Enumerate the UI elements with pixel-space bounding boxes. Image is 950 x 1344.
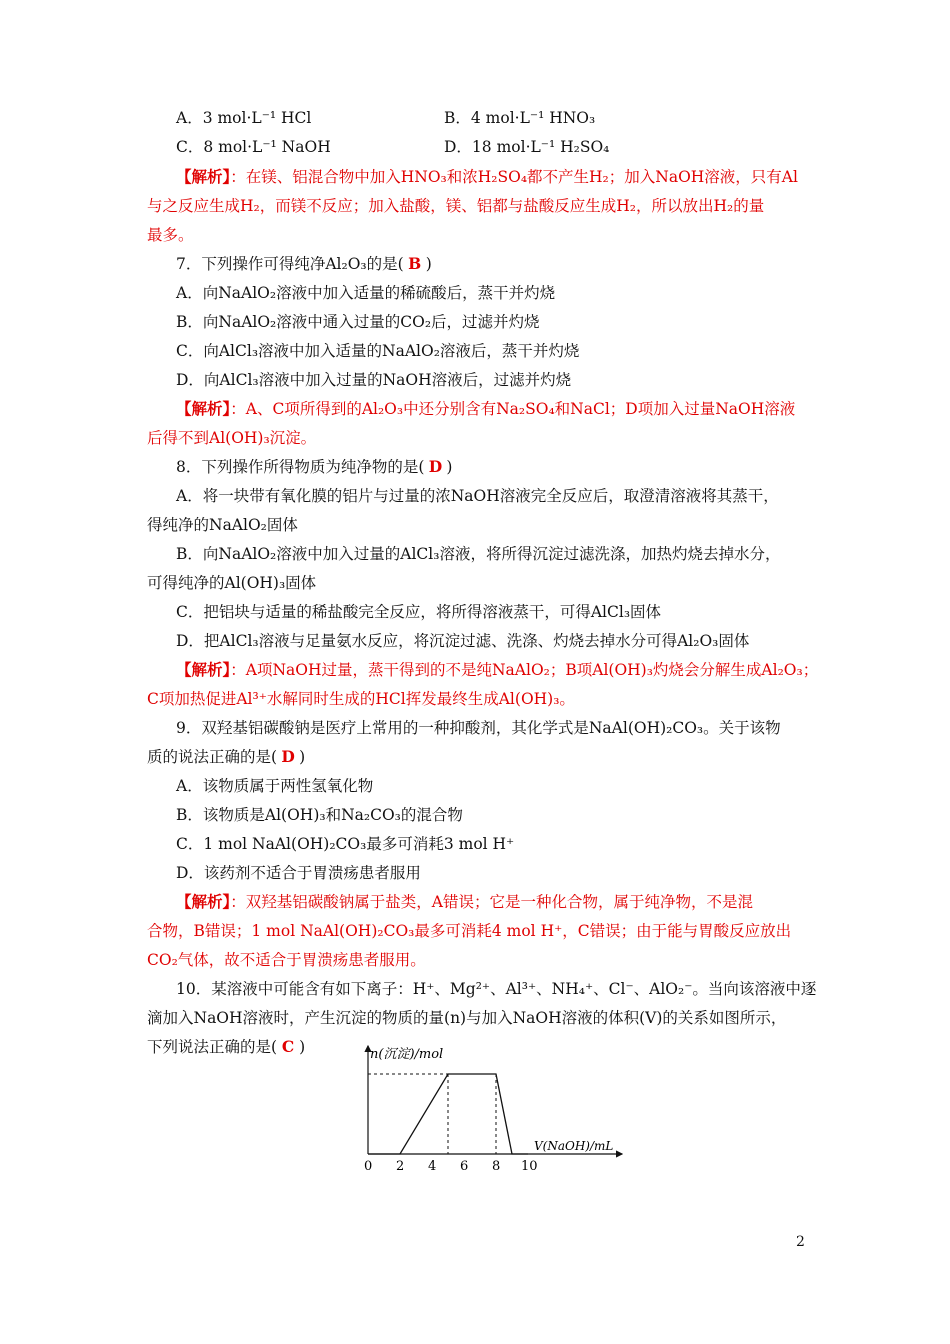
q8-option-d: D．把AlCl₃溶液与足量氨水反应，将沉淀过滤、洗涤、灼烧去掉水分可得Al₂O₃固体 [176,632,750,650]
q6-option-a: A．3 mol·L⁻¹ HCl [176,109,312,127]
stem-text: 7．下列操作可得纯净Al₂O₃的是( [176,255,404,273]
q8-answer: D [428,457,443,476]
explanation-text: ：双羟基铝碳酸钠属于盐类，A错误；它是一种化合物，属于纯净物，不是混 [230,893,753,911]
explanation-tag: 【解析】 [176,167,231,186]
q10-stem-line-1: 10．某溶液中可能含有如下离子：H⁺、Mg²⁺、Al³⁺、NH₄⁺、Cl⁻、AlO₂⁻。当向该溶液中逐 [176,980,817,998]
q8-option-a-line-1: A．将一块带有氧化膜的铝片与过量的浓NaOH溶液完全反应后，取澄清溶液将其蒸干， [176,487,779,505]
q7-answer: B [408,254,422,273]
stem-text: 质的说法正确的是( [147,748,278,766]
explanation-text: ：A项NaOH过量，蒸干得到的不是纯NaAlO₂；B项Al(OH)₃灼烧会分解生成Al₂O₃； [230,661,819,679]
precipitate-chart [360,1042,630,1182]
stem-text: 8．下列操作所得物质为纯净物的是( [176,458,425,476]
q8-explanation-line-2: C项加热促进Al³⁺水解同时生成的HCl挥发最终生成Al(OH)₃。 [147,690,575,708]
q6-option-b: B．4 mol·L⁻¹ HNO₃ [444,109,596,127]
explanation-tag: 【解析】 [176,892,231,911]
q9-option-d: D．该药剂不适合于胃溃疡患者服用 [176,864,421,882]
q6-explanation-line-3: 最多。 [147,226,194,244]
q8-option-b-line-1: B．向NaAlO₂溶液中加入过量的AlCl₃溶液，将所得沉淀过滤洗涤，加热灼烧去掉水分， [176,545,781,563]
stem-close: ) [446,458,453,476]
stem-close: ) [299,748,306,766]
x-axis-label: V(NaOH)/mL [534,1139,614,1153]
x-tick-label: 4 [428,1159,437,1174]
q7-stem [176,254,432,274]
q9-explanation-line-1 [176,892,753,912]
q10-answer: C [281,1037,295,1056]
explanation-text: ：在镁、铝混合物中加入HNO₃和浓H₂SO₄都不产生H₂；加入NaOH溶液，只有Al [230,168,798,186]
q9-explanation-line-2: 合物，B错误；1 mol NaAl(OH)₂CO₃最多可消耗4 mol H⁺，C错误；由于能与胃酸反应放出 [147,922,792,940]
q9-answer: D [281,747,295,766]
q9-option-c: C．1 mol NaAl(OH)₂CO₃最多可消耗3 mol H⁺ [176,835,515,853]
q8-explanation-line-1 [176,660,818,680]
q9-option-b: B．该物质是Al(OH)₃和Na₂CO₃的混合物 [176,806,463,824]
x-tick-label: 8 [492,1159,501,1174]
q7-option-d: D．向AlCl₃溶液中加入过量的NaOH溶液后，过滤并灼烧 [176,371,572,389]
explanation-tag: 【解析】 [176,660,231,679]
q9-stem-line-1: 9．双羟基铝碳酸钠是医疗上常用的一种抑酸剂，其化学式是NaAl(OH)₂CO₃。关于该物 [176,719,781,737]
q6-option-d: D．18 mol·L⁻¹ H₂SO₄ [444,138,610,156]
q10-stem-line-3 [147,1037,305,1057]
q7-explanation-line-1 [176,399,795,419]
q7-option-b: B．向NaAlO₂溶液中通入过量的CO₂后，过滤并灼烧 [176,313,540,331]
q6-explanation-line-1 [176,167,798,187]
stem-close: ) [299,1038,306,1056]
q8-option-a-line-2: 得纯净的NaAlO₂固体 [147,516,298,534]
q7-option-c: C．向AlCl₃溶液中加入适量的NaAlO₂溶液后，蒸干并灼烧 [176,342,580,360]
q7-explanation-line-2: 后得不到Al(OH)₃沉淀。 [147,429,317,447]
x-tick-label: 0 [364,1159,373,1174]
q9-option-a: A．该物质属于两性氢氧化物 [176,777,374,795]
stem-text: 下列说法正确的是( [147,1038,278,1056]
q8-option-c: C．把铝块与适量的稀盐酸完全反应，将所得溶液蒸干，可得AlCl₃固体 [176,603,662,621]
x-tick-label: 10 [521,1159,538,1174]
q6-option-c: C．8 mol·L⁻¹ NaOH [176,138,331,156]
q8-option-b-line-2: 可得纯净的Al(OH)₃固体 [147,574,317,592]
explanation-tag: 【解析】 [176,399,231,418]
q7-option-a: A．向NaAlO₂溶液中加入适量的稀硫酸后，蒸干并灼烧 [176,284,556,302]
q10-stem-line-2: 滴加入NaOH溶液时，产生沉淀的物质的量(n)与加入NaOH溶液的体积(V)的关系如图所示， [147,1009,787,1027]
q9-explanation-line-3: CO₂气体，故不适合于胃溃疡患者服用。 [147,951,426,969]
q9-stem-line-2 [147,747,305,767]
q8-stem [176,457,452,477]
y-axis-label: n(沉淀)/mol [370,1047,444,1062]
stem-close: ) [425,255,432,273]
x-tick-label: 6 [460,1159,469,1174]
x-tick-label: 2 [396,1159,405,1174]
page-number: 2 [796,1234,805,1250]
q6-explanation-line-2: 与之反应生成H₂，而镁不反应；加入盐酸，镁、铝都与盐酸反应生成H₂，所以放出H₂的量 [147,197,765,215]
explanation-text: ：A、C项所得到的Al₂O₃中还分别含有Na₂SO₄和NaCl；D项加入过量NaOH溶液 [230,400,796,418]
